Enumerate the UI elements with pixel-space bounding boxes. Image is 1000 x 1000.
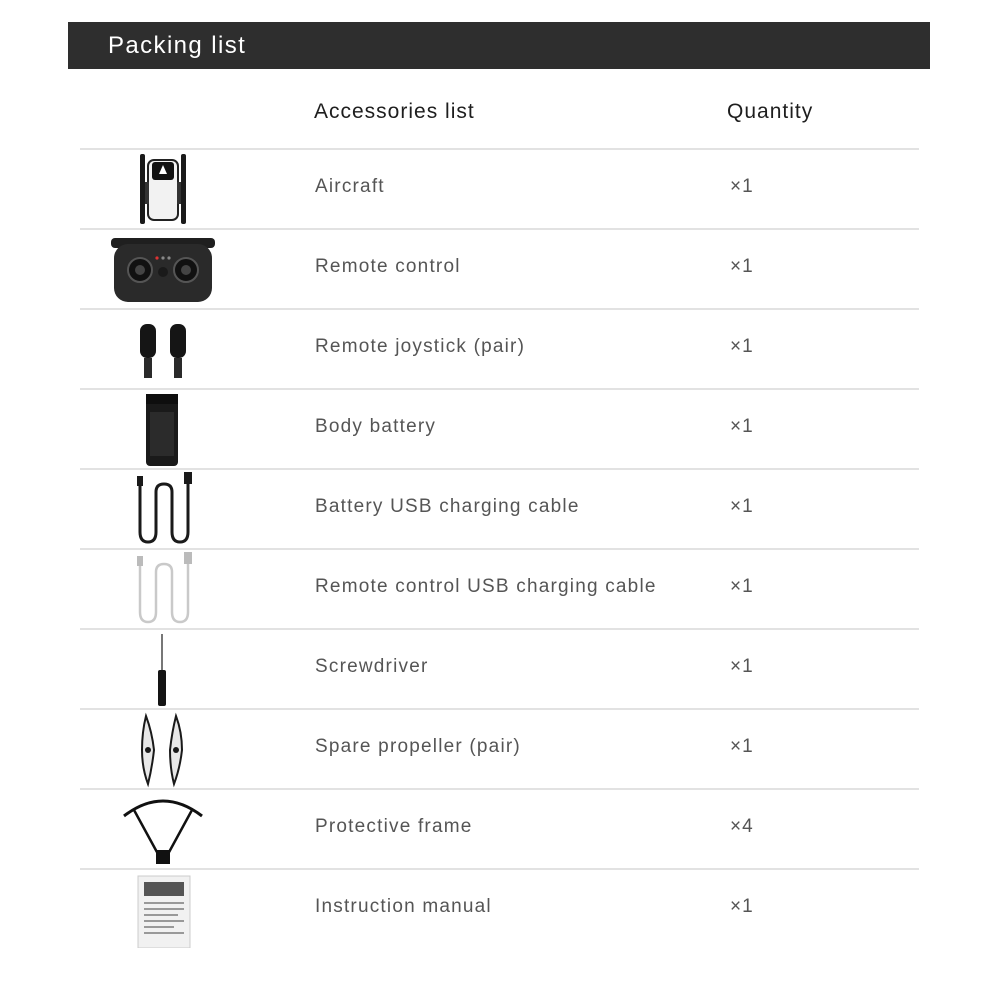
item-name: Screwdriver [315, 656, 429, 677]
table-row [80, 388, 919, 468]
table-row [80, 308, 919, 388]
item-name: Battery USB charging cable [315, 496, 580, 517]
propeller-icon [108, 712, 218, 788]
table-row [80, 228, 919, 308]
item-name: Instruction manual [315, 896, 492, 917]
item-name: Body battery [315, 416, 437, 437]
protective-frame-icon [108, 792, 218, 868]
column-header-accessories: Accessories list [314, 100, 475, 123]
item-name: Remote control USB charging cable [315, 576, 657, 597]
item-quantity: ×4 [730, 816, 754, 837]
packing-table [80, 148, 919, 952]
joystick-icon [108, 312, 218, 388]
table-row [80, 148, 919, 228]
item-name: Aircraft [315, 176, 385, 197]
table-row [80, 708, 919, 788]
item-quantity: ×1 [730, 256, 754, 277]
item-quantity: ×1 [730, 336, 754, 357]
table-row [80, 628, 919, 708]
remote-control-icon [108, 232, 218, 308]
battery-icon [108, 392, 218, 468]
item-name: Spare propeller (pair) [315, 736, 521, 757]
table-row [80, 788, 919, 868]
item-quantity: ×1 [730, 576, 754, 597]
item-quantity: ×1 [730, 656, 754, 677]
item-quantity: ×1 [730, 176, 754, 197]
item-quantity: ×1 [730, 496, 754, 517]
item-quantity: ×1 [730, 896, 754, 917]
column-header-quantity: Quantity [727, 100, 814, 123]
page-title: Packing list [108, 32, 247, 59]
header-band [68, 22, 930, 69]
item-name: Protective frame [315, 816, 473, 837]
item-quantity: ×1 [730, 736, 754, 757]
drone-icon [108, 152, 218, 228]
table-row [80, 548, 919, 628]
table-row [80, 468, 919, 548]
usb-cable-black-icon [108, 472, 218, 548]
table-row [80, 868, 919, 952]
manual-icon [108, 872, 218, 948]
item-quantity: ×1 [730, 416, 754, 437]
item-name: Remote control [315, 256, 461, 277]
usb-cable-white-icon [108, 552, 218, 628]
screwdriver-icon [108, 632, 218, 708]
item-name: Remote joystick (pair) [315, 336, 526, 357]
